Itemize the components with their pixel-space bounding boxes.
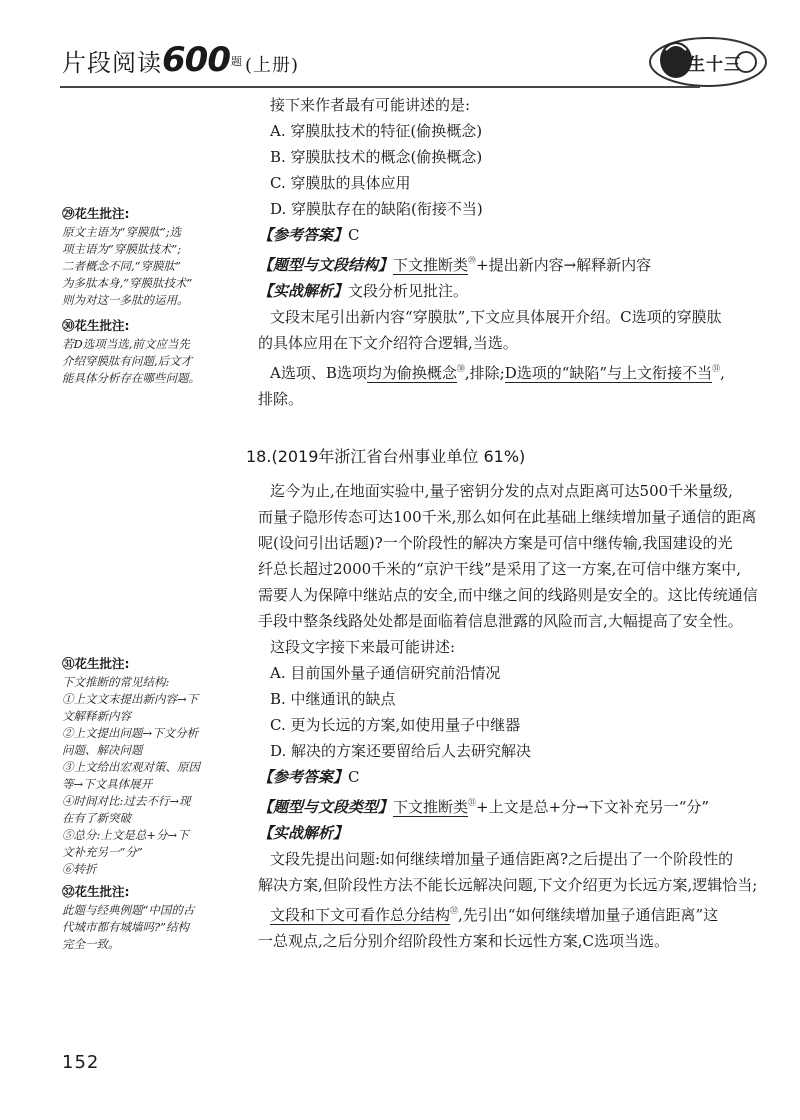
page-number: 152	[62, 1052, 100, 1073]
q18-option-d: D. 解决的方案还要留给后人去研究解决	[270, 742, 532, 760]
q18-analysis-label: 【实战解析】	[258, 824, 349, 842]
q18-passage-line1: 迄今为止,在地面实验中,量子密钥分发的点对点距离可达500千米量级,	[270, 482, 733, 500]
q18-answer-label: 【参考答案】	[258, 768, 349, 786]
page-header	[0, 0, 800, 92]
q17-answer-label: 【参考答案】	[258, 226, 349, 244]
side-note-29-line2: 项主语为“穿膜肽技术”;	[62, 242, 182, 256]
q17-para2-c: ,	[720, 364, 725, 382]
side-note-32-title: ㉜花生批注:	[62, 884, 130, 899]
q18-prompt: 这段文字接下来最可能讲述:	[270, 638, 456, 656]
q17-option-b: B. 穿膜肽技术的概念(偷换概念)	[270, 148, 483, 166]
q18-option-c: C. 更为长远的方案,如使用量子中继器	[270, 716, 521, 734]
side-note-31-line6: ③上文给出宏观对策、原因	[62, 760, 200, 774]
q18-type	[258, 790, 758, 820]
side-note-31-title: ㉛花生批注:	[62, 656, 130, 671]
q18-passage-line6: 手段中整条线路处处都是面临着信息泄露的风险而言,大幅提高了安全性。	[258, 612, 743, 630]
q18-analysis-line4: 一总观点,之后分别介绍阶段性方案和长远性方案,C选项当选。	[258, 932, 670, 950]
side-note-29-line3: 二者概念不同,“穿膜肽”	[62, 259, 181, 273]
side-note-31-line10: ⑤总分:上文是总+分→下	[62, 828, 189, 842]
q17-para2-b: ,排除;	[464, 364, 505, 382]
q18-analysis-ref: ㉜	[450, 906, 459, 915]
q18-analysis-line3	[258, 898, 758, 928]
side-note-31-line9: 在有了新突破	[62, 811, 131, 825]
book-title-volume: (上册)	[244, 55, 300, 76]
book-title-prefix: 片段阅读	[62, 49, 162, 77]
q17-analysis	[258, 278, 758, 304]
q18-analysis-line3-rest: ,先引出“如何继续增加量子通信距离”这	[458, 906, 719, 924]
q18-answer	[258, 764, 758, 790]
q18-type-rest: +上文是总+分→下文补充另一“分”	[476, 798, 710, 816]
q17-analysis-text: 文段分析见批注。	[348, 282, 469, 300]
header-rule	[60, 86, 700, 88]
side-note-29-line1: 原文主语为“穿膜肽”;选	[62, 225, 182, 239]
side-note-32-line2: 代城市都有城墙吗?”结构	[62, 920, 190, 934]
q17-option-a: A. 穿膜肽技术的特征(偷换概念)	[270, 122, 483, 140]
side-note-30	[62, 316, 212, 387]
q17-answer-value: C	[348, 226, 360, 244]
side-note-31-line7: 等→下文具体展开	[62, 777, 153, 791]
q18-passage-line2: 而量子隐形传态可达100千米,那么如何在此基础上继续增加量子通信的距离	[258, 508, 757, 526]
q18-type-label: 【题型与文段类型】	[258, 798, 394, 816]
q17-type	[258, 248, 758, 278]
q18-type-main: 下文推断类	[393, 798, 469, 816]
side-note-32-line3: 完全一致。	[62, 937, 120, 951]
side-note-31	[62, 654, 212, 878]
q17-para2-ul2: D选项的“缺陷”与上文衔接不当	[504, 364, 713, 382]
q17-option-c: C. 穿膜肽的具体应用	[270, 174, 411, 192]
q17-para1-line1: 文段末尾引出新内容“穿膜肽”,下文应具体展开介绍。C选项的穿膜肽	[270, 308, 722, 326]
side-note-29-line5: 则为对这一多肽的运用。	[62, 293, 189, 307]
q17-para2-ref2: ㉛	[712, 364, 721, 373]
q18-option-a: A. 目前国外量子通信研究前沿情况	[270, 664, 501, 682]
q18-block	[246, 444, 758, 470]
brand-text: 花生十三	[670, 55, 742, 75]
q18-analysis-line1: 文段先提出问题:如何继续增加量子通信距离?之后提出了一个阶段性的	[270, 850, 734, 868]
side-note-31-line3: 文解释新内容	[62, 709, 131, 723]
side-note-32	[62, 882, 212, 953]
q18-passage-line4: 纤总长超过2000千米的“京沪干线”是采用了这一方案,在可信中继方案中,	[258, 560, 742, 578]
side-note-29	[62, 204, 212, 309]
q17-para2-line2: 排除。	[258, 390, 304, 408]
side-note-31-line11: 文补充另一“分”	[62, 845, 143, 859]
q18-passage-line5: 需要人为保障中继站点的安全,而中继之间的线路则是安全的。这比传统通信	[258, 586, 758, 604]
q17-para2-line1	[258, 356, 758, 386]
side-note-30-line1: 若D选项当选,前文应当先	[62, 337, 190, 351]
side-note-31-line1: 下文推断的常见结构:	[62, 675, 170, 689]
q17-para2-ref1: ㉚	[456, 364, 465, 373]
side-note-29-title: ㉙花生批注:	[62, 206, 130, 221]
q17-type-ref: ㉙	[468, 256, 477, 265]
book-title-number: 600	[162, 40, 230, 80]
book-title-sup: 题	[230, 55, 243, 68]
q17-option-d: D. 穿膜肽存在的缺陷(衔接不当)	[270, 200, 483, 218]
q17-type-rest: +提出新内容→解释新内容	[476, 256, 652, 274]
q17-analysis-label: 【实战解析】	[258, 282, 349, 300]
q17-block	[258, 92, 758, 412]
q17-type-main: 下文推断类	[393, 256, 469, 274]
side-note-30-title: ㉚花生批注:	[62, 318, 130, 333]
side-note-31-line12: ⑥转折	[62, 862, 97, 876]
q17-para1-line2: 的具体应用在下文介绍符合逻辑,当选。	[258, 334, 518, 352]
q17-type-label: 【题型与文段结构】	[258, 256, 394, 274]
q18-analysis-ul: 文段和下文可看作总分结构	[270, 906, 451, 924]
side-note-29-line4: 为多肽本身,“穿膜肽技术”	[62, 276, 193, 290]
side-note-30-line2: 介绍穿膜肽有问题,后文才	[62, 354, 193, 368]
q18-answer-value: C	[348, 768, 360, 786]
q18-passage-line3: 呢(设问引出话题)?一个阶段性的解决方案是可信中继传输,我国建设的光	[258, 534, 733, 552]
q17-para2-ul1: 均为偷换概念	[366, 364, 457, 382]
side-note-31-line4: ②上文提出问题→下文分析	[62, 726, 199, 740]
q18-analysis	[258, 820, 758, 846]
side-note-31-line2: ①上文文末提出新内容→下	[62, 692, 199, 706]
q18-analysis-line2: 解决方案,但阶段性方法不能长远解决问题,下文介绍更为长远方案,逻辑恰当;	[258, 876, 758, 894]
side-note-32-line1: 此题与经典例题“中国的古	[62, 903, 195, 917]
q18-body	[258, 478, 758, 954]
q18-type-ref: ㉛	[468, 798, 477, 807]
q17-prompt: 接下来作者最有可能讲述的是:	[270, 96, 471, 114]
q17-para2-a: A选项、B选项	[270, 364, 367, 382]
side-note-31-line8: ④时间对比:过去不行→现	[62, 794, 191, 808]
side-note-31-line5: 问题、解决问题	[62, 743, 143, 757]
q18-title: 18.(2019年浙江省台州事业单位 61%)	[246, 447, 526, 466]
q17-answer	[258, 222, 758, 248]
book-title	[62, 40, 299, 80]
side-note-30-line3: 能具体分析存在哪些问题。	[62, 371, 200, 385]
q18-option-b: B. 中继通讯的缺点	[270, 690, 396, 708]
